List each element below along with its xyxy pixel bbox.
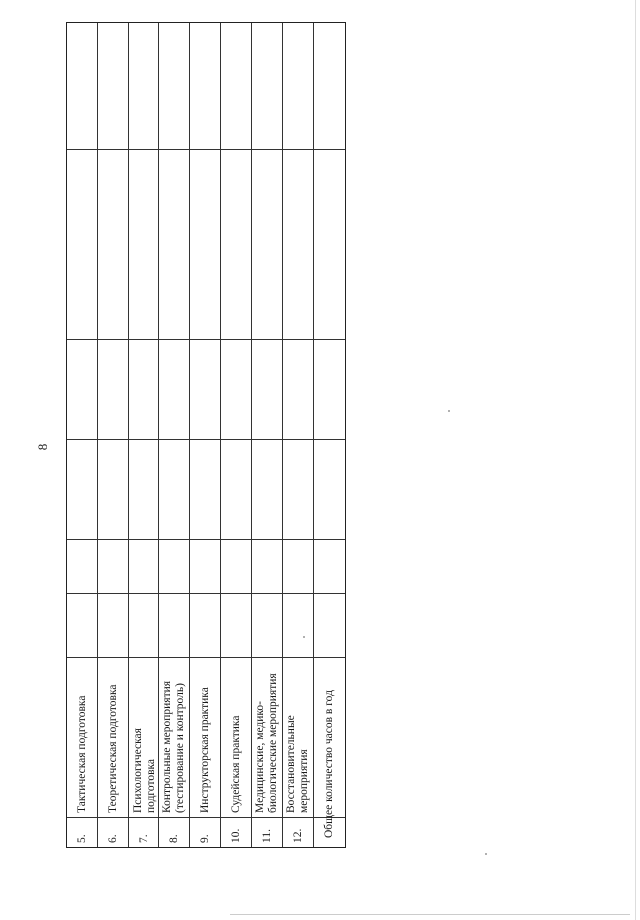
scan-speck [485,853,487,855]
row-number: 10. [230,828,242,843]
row-number: 9. [199,834,211,843]
row-number: 5. [76,834,88,843]
row-label: Инструкторская практика [199,687,211,813]
row-label: Восстановительные [285,715,297,813]
row-label: Судейская практика [230,715,242,813]
row-number: 8. [168,834,180,843]
row-label: Тактическая подготовка [76,695,88,813]
column-divider [67,539,345,540]
row-label: мероприятия [298,749,310,813]
table-row-7 [129,23,159,847]
row-label: подготовка [145,758,157,813]
row-number: 12. [292,828,304,843]
scan-edge [230,914,630,915]
column-divider [67,339,345,340]
scan-speck [303,636,305,638]
total-label: Общее количество часов в год [323,690,335,838]
row-label: (тестирование и контроль) [174,683,186,813]
column-divider [67,593,345,594]
column-divider [67,439,345,440]
column-divider [67,149,345,150]
row-label: Медицинские, медико- [254,700,266,813]
row-number: 11. [261,829,273,843]
row-label: биологические мероприятия [267,673,279,813]
column-divider [67,657,345,658]
row-label: Теоретическая подготовка [107,684,119,813]
row-number: 7. [138,834,150,843]
column-divider [67,817,345,818]
hours-table [66,22,346,848]
scan-edge [635,0,636,920]
page-number: 8 [35,443,50,451]
row-number: 6. [107,834,119,843]
scan-speck [448,410,450,412]
row-label: Психологическая [132,728,144,813]
row-label: Контрольные мероприятия [161,680,173,813]
